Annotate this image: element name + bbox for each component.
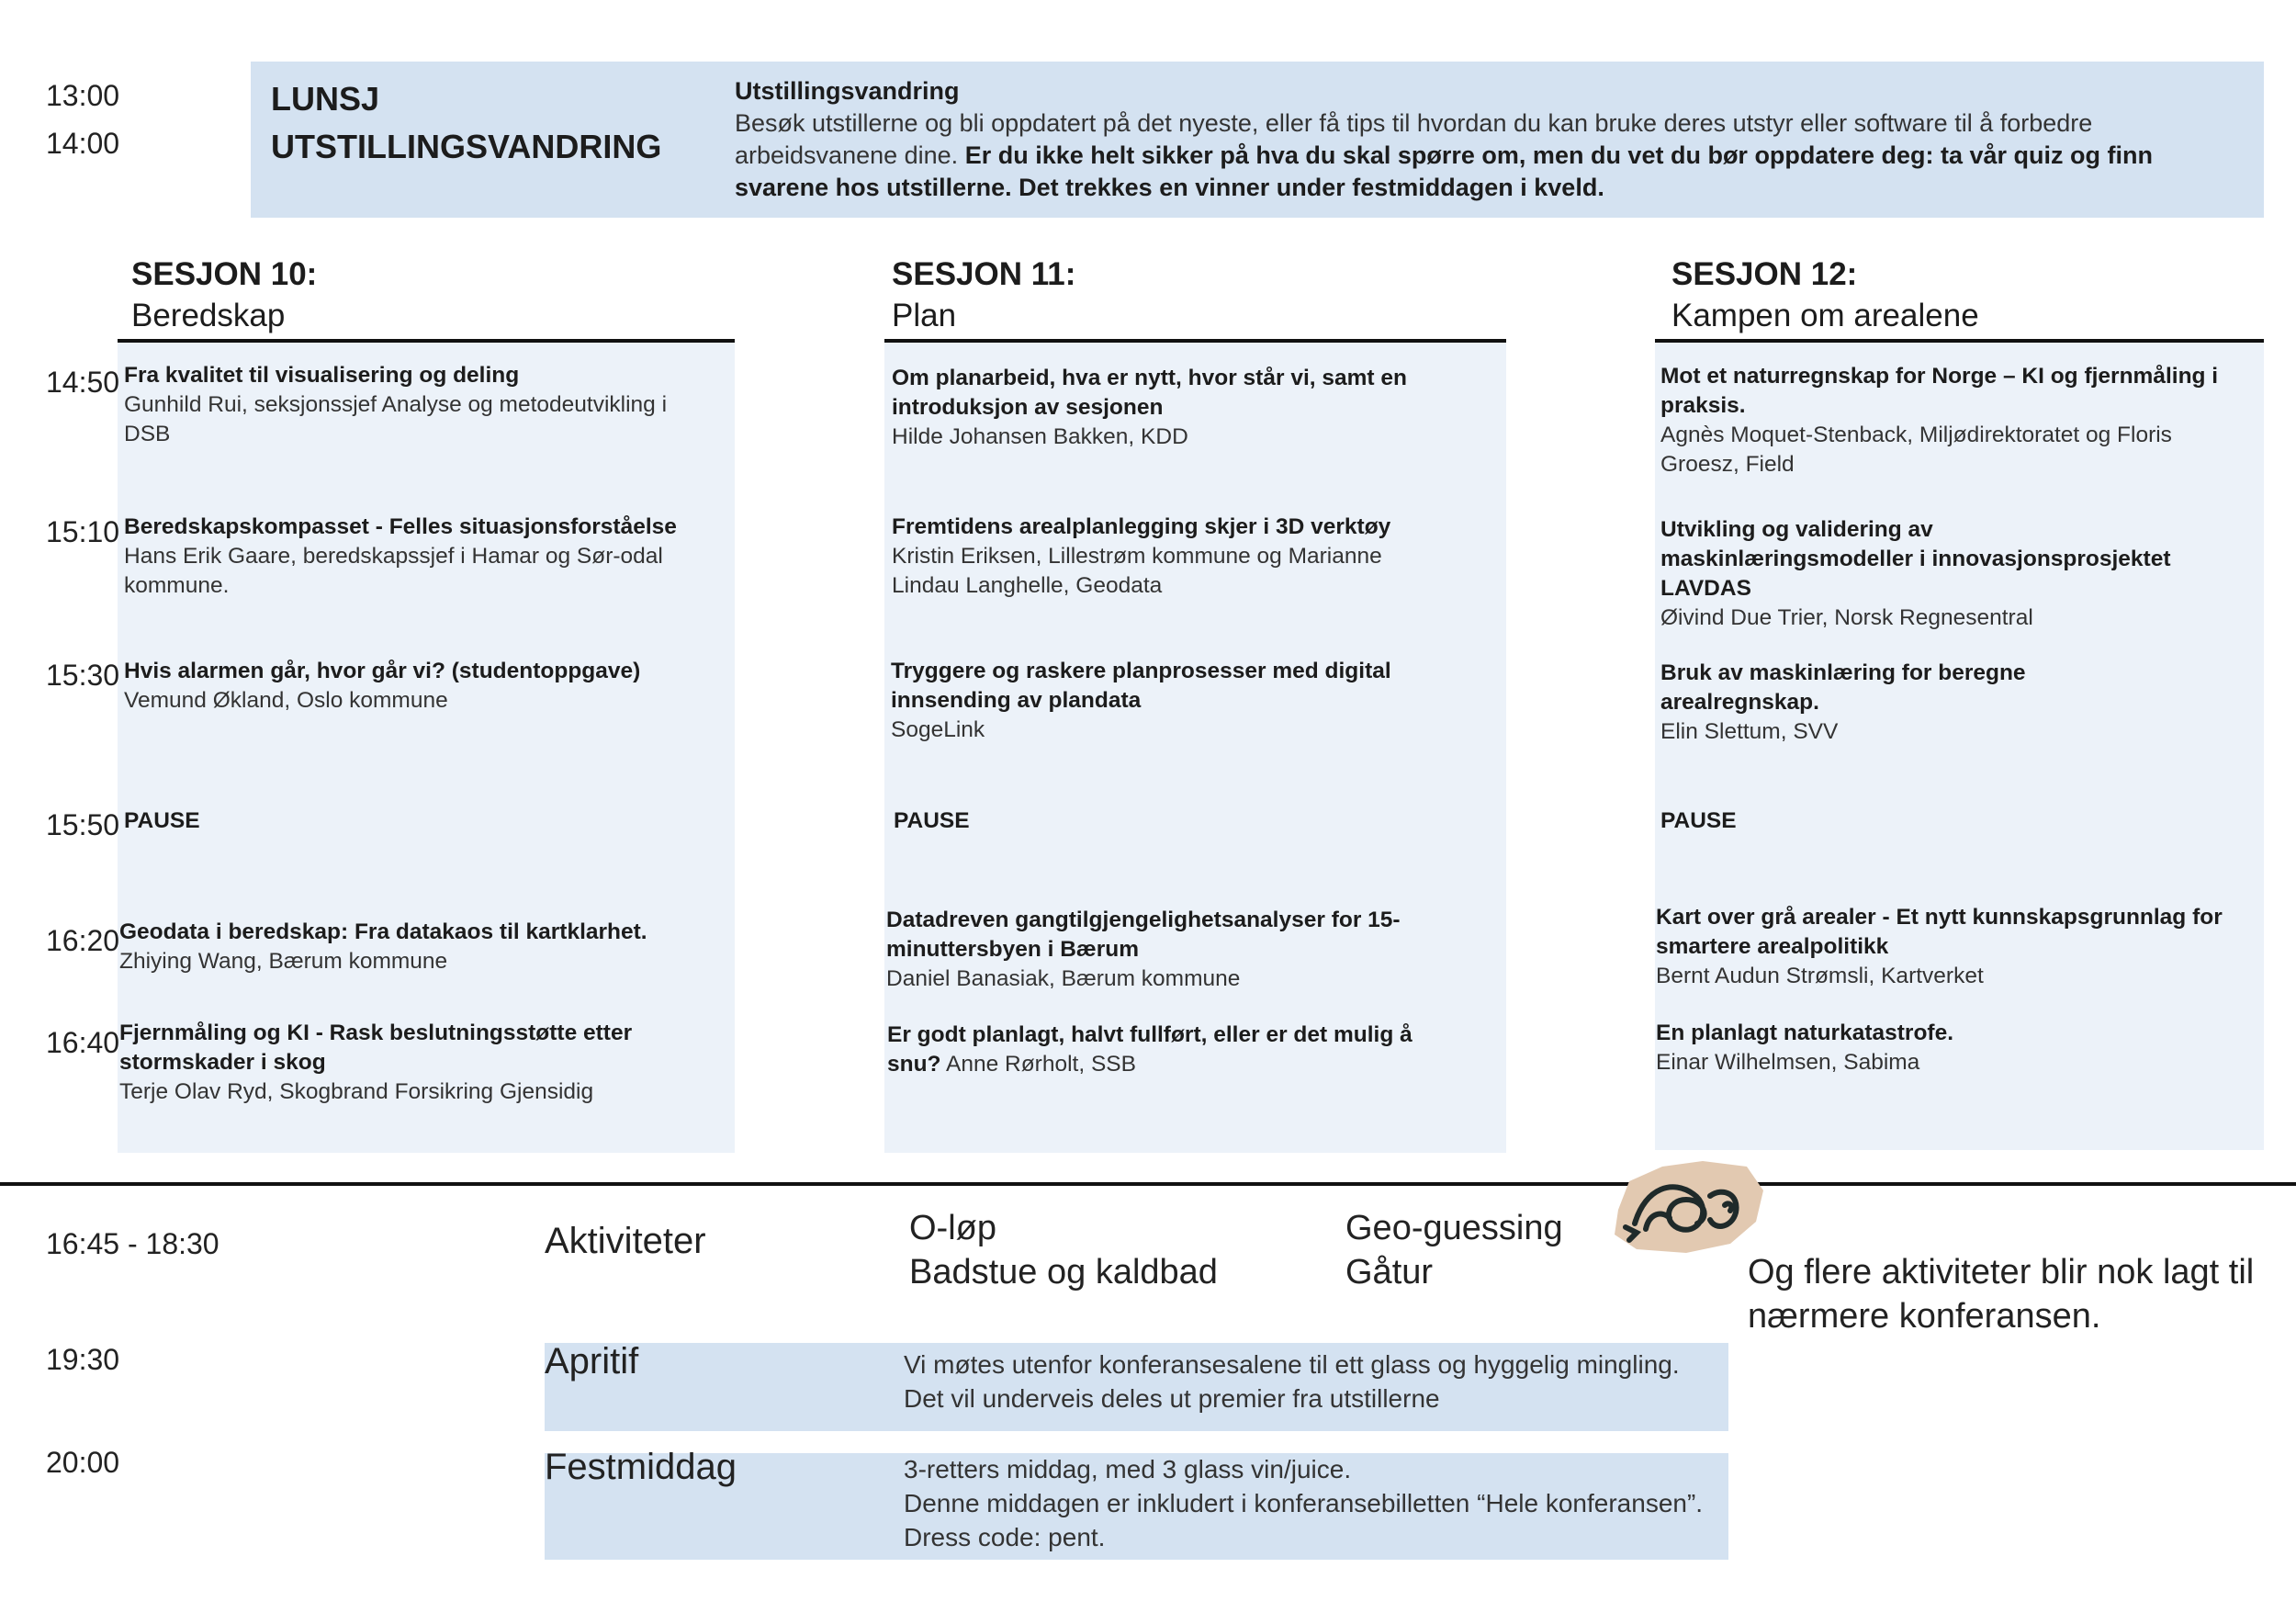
talk-title: Mot et naturregnskap for Norge – KI og fjernmåling i praksis. bbox=[1660, 364, 2219, 418]
time-14-00: 14:00 bbox=[46, 127, 120, 160]
session-11-talk-2 bbox=[892, 513, 1443, 601]
talk-speaker: Anne Rørholt, SSB bbox=[940, 1052, 1136, 1077]
lunch-label: LUNSJ bbox=[271, 80, 380, 118]
time-15-30: 15:30 bbox=[46, 659, 120, 692]
activities-label: Aktiviteter bbox=[545, 1221, 706, 1261]
talk-title: Kart over grå arealer - Et nytt kunnskapsgrunnlag for smartere arealpolitikk bbox=[1656, 905, 2223, 959]
session-number: SESJON 10: bbox=[131, 256, 318, 292]
time-13-00: 13:00 bbox=[46, 79, 120, 112]
time-dinner: 20:00 bbox=[46, 1446, 120, 1479]
talk-title: Fjernmåling og KI - Rask beslutningsstøtte etter stormskader i skog bbox=[119, 1021, 633, 1075]
time-16-40: 16:40 bbox=[46, 1026, 120, 1059]
session-11-talk-4 bbox=[886, 906, 1437, 994]
session-10-talk-1 bbox=[124, 361, 712, 449]
talk-speaker: Daniel Banasiak, Bærum kommune bbox=[886, 966, 1241, 991]
talk-title: Fra kvalitet til visualisering og deling bbox=[124, 363, 520, 388]
activity-item: O-løp bbox=[909, 1209, 996, 1247]
talk-title: Er godt planlagt, halvt fullført, eller er det mulig å snu? bbox=[887, 1022, 1412, 1077]
talk-speaker: Øivind Due Trier, Norsk Regnesentral bbox=[1660, 605, 2033, 630]
talk-speaker: Terje Olav Ryd, Skogbrand Forsikring Gjensidig bbox=[119, 1079, 594, 1104]
talk-title: En planlagt naturkatastrofe. bbox=[1656, 1021, 1954, 1045]
session-name: Plan bbox=[892, 298, 957, 333]
lunch-description bbox=[735, 75, 2250, 204]
session-12-talk-1 bbox=[1660, 362, 2239, 479]
session-11-pause: PAUSE bbox=[894, 808, 970, 833]
talk-title: Hvis alarmen går, hvor går vi? (studentoppgave) bbox=[124, 659, 641, 683]
session-11-talk-5 bbox=[887, 1021, 1438, 1079]
talk-speaker: Hans Erik Gaare, beredskapssjef i Hamar og Sør-odal kommune. bbox=[124, 544, 663, 598]
time-15-10: 15:10 bbox=[46, 515, 120, 548]
session-12-header bbox=[1671, 254, 1979, 336]
time-14-50: 14:50 bbox=[46, 366, 120, 399]
talk-speaker: Elin Slettum, SVV bbox=[1660, 719, 1839, 744]
exhibition-label: UTSTILLINGSVANDRING bbox=[271, 128, 662, 165]
spiral-doodle-icon bbox=[1609, 1159, 1767, 1255]
session-12-talk-2 bbox=[1660, 515, 2175, 633]
time-15-50: 15:50 bbox=[46, 808, 120, 841]
talk-title: Bruk av maskinlæring for beregne arealregnskap. bbox=[1660, 660, 2026, 715]
session-10-talk-2 bbox=[124, 513, 712, 601]
apritif-line: Vi møtes utenfor konferansesalene til ett glass og hyggelig mingling. bbox=[904, 1350, 1680, 1379]
talk-title: Om planarbeid, hva er nytt, hvor står vi, samt en introduksjon av sesjonen bbox=[892, 366, 1407, 420]
dinner-label: Festmiddag bbox=[545, 1447, 737, 1487]
talk-speaker: Vemund Økland, Oslo kommune bbox=[124, 688, 448, 713]
section-divider bbox=[0, 1182, 2296, 1186]
session-10-talk-5 bbox=[119, 1019, 680, 1107]
apritif-label: Apritif bbox=[545, 1341, 639, 1382]
apritif-line: Det vil underveis deles ut premier fra utstillerne bbox=[904, 1384, 1440, 1413]
lunch-text-bold: Er du ikke helt sikker på hva du skal spørre om, men du vet du bør oppdatere deg: ta vår quiz og finn svarene hos utstillerne. Det trekkes en vinner under festmiddagen i kveld. bbox=[735, 141, 2153, 201]
session-11-header bbox=[892, 254, 1075, 336]
talk-title: Datadreven gangtilgjengelighetsanalyser for 15-minuttersbyen i Bærum bbox=[886, 908, 1401, 962]
talk-speaker: Kristin Eriksen, Lillestrøm kommune og Marianne Lindau Langhelle, Geodata bbox=[892, 544, 1382, 598]
session-name: Kampen om arealene bbox=[1671, 298, 1979, 333]
session-11-talk-1 bbox=[892, 364, 1443, 452]
activities-list-2 bbox=[1345, 1206, 1563, 1294]
activity-item: Badstue og kaldbad bbox=[909, 1253, 1218, 1291]
activity-item: Geo-guessing bbox=[1345, 1209, 1563, 1247]
session-12-talk-5 bbox=[1656, 1019, 2244, 1077]
session-10-header bbox=[131, 254, 317, 336]
session-number: SESJON 11: bbox=[892, 256, 1076, 292]
talk-title: Beredskapskompasset - Felles situasjonsforståelse bbox=[124, 514, 677, 539]
time-16-20: 16:20 bbox=[46, 924, 120, 957]
talk-title: Tryggere og raskere planprosesser med digital innsending av plandata bbox=[891, 659, 1391, 713]
dinner-line: Dress code: pent. bbox=[904, 1523, 1106, 1551]
talk-title: Fremtidens arealplanlegging skjer i 3D verktøy bbox=[892, 514, 1391, 539]
session-name: Beredskap bbox=[131, 298, 286, 333]
time-apritif: 19:30 bbox=[46, 1343, 120, 1376]
talk-speaker: Agnès Moquet-Stenback, Miljødirektoratet og Floris Groesz, Field bbox=[1660, 423, 2172, 477]
session-12-talk-3 bbox=[1660, 659, 2120, 747]
lunch-labels bbox=[271, 75, 661, 171]
lunch-text: Besøk utstillerne og bli oppdatert på det nyeste, eller få tips til hvordan du kan bruke deres utstyr eller software til å forbedre arbeidsvanene dine. bbox=[735, 109, 2093, 169]
session-10-talk-4 bbox=[119, 918, 726, 976]
talk-speaker: Gunhild Rui, seksjonssjef Analyse og metodeutvikling i DSB bbox=[124, 392, 668, 446]
session-12-pause: PAUSE bbox=[1660, 808, 1737, 833]
apritif-text bbox=[904, 1348, 1680, 1415]
dinner-text bbox=[904, 1452, 1703, 1554]
time-activities: 16:45 - 18:30 bbox=[46, 1227, 219, 1260]
talk-speaker: Bernt Audun Strømsli, Kartverket bbox=[1656, 964, 1984, 988]
activity-item: Gåtur bbox=[1345, 1253, 1434, 1291]
talk-title: Utvikling og validering av maskinlæringsmodeller i innovasjonsprosjektet LAVDAS bbox=[1660, 517, 2171, 601]
talk-speaker: Einar Wilhelmsen, Sabima bbox=[1656, 1050, 1920, 1075]
talk-speaker: SogeLink bbox=[891, 717, 985, 742]
talk-speaker: Hilde Johansen Bakken, KDD bbox=[892, 424, 1188, 449]
session-12-talk-4 bbox=[1656, 903, 2253, 991]
dinner-line: 3-retters middag, med 3 glass vin/juice. bbox=[904, 1455, 1352, 1483]
activities-list-1 bbox=[909, 1206, 1218, 1294]
session-10-talk-3 bbox=[124, 657, 712, 716]
talk-speaker: Zhiying Wang, Bærum kommune bbox=[119, 949, 448, 974]
session-11-talk-3 bbox=[891, 657, 1442, 745]
session-10-pause: PAUSE bbox=[124, 808, 200, 833]
lunch-title: Utstillingsvandring bbox=[735, 77, 960, 105]
activities-note: Og flere aktiviteter blir nok lagt til nærmere konferansen. bbox=[1748, 1253, 2255, 1336]
session-number: SESJON 12: bbox=[1671, 256, 1858, 292]
talk-title: Geodata i beredskap: Fra datakaos til kartklarhet. bbox=[119, 919, 647, 944]
dinner-line: Denne middagen er inkludert i konferansebilletten “Hele konferansen”. bbox=[904, 1489, 1704, 1517]
